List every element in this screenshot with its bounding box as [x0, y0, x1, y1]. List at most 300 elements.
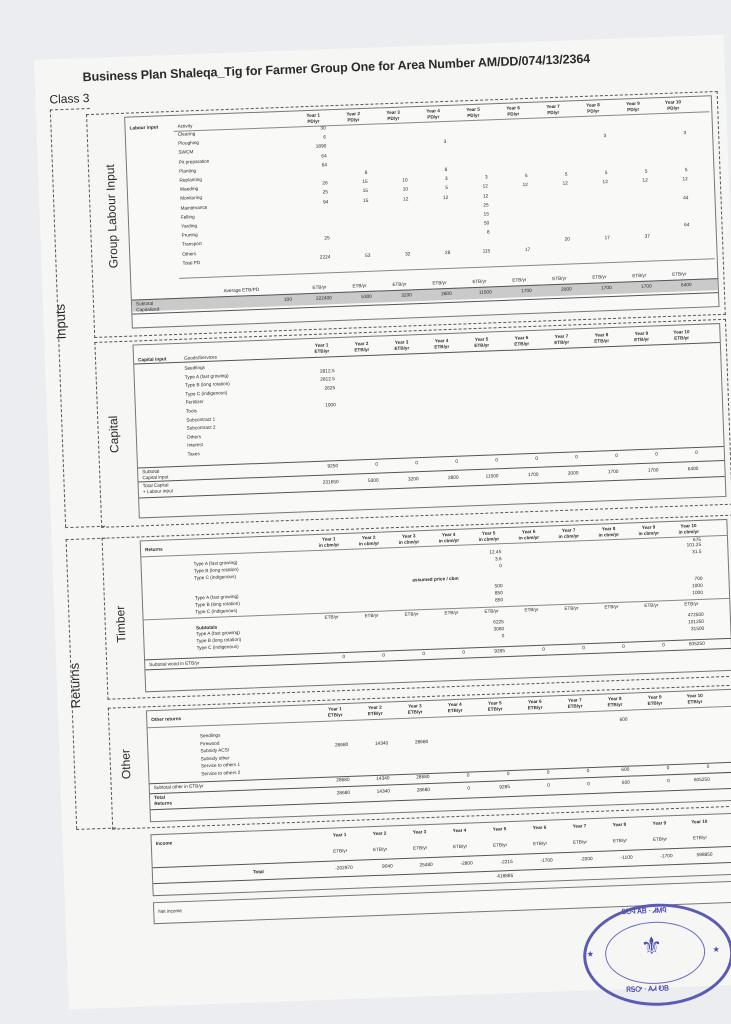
labour-subtotal-value-9: 1700: [640, 284, 652, 290]
capital-year-header-8: Year 8: [594, 332, 609, 338]
other-total-value-1: 28680: [336, 790, 351, 797]
other-subtotal-value-5: 0: [506, 772, 510, 778]
timber-year-header-10: Year 10: [680, 523, 697, 529]
labour-row8-value-4: 5: [445, 186, 449, 192]
document-title: Business Plan Shaleqa_Tig for Farmer Group One for Area Number AM/DD/074/13/2364: [82, 51, 591, 85]
labour-row-label: Others: [182, 250, 197, 257]
labour-unit-header-10: PD/yr: [667, 105, 680, 111]
income-unit-header-8: ETB/yr: [612, 837, 628, 844]
labour-table: [124, 95, 719, 328]
timber-etb-unit-8: ETB/yr: [604, 603, 619, 610]
labour-row9-value-1: 94: [322, 199, 329, 206]
income-total-value-10: 598850: [696, 852, 713, 859]
capital-row-label: Taxes: [187, 451, 200, 457]
other-total-value-7: 0: [587, 782, 591, 788]
other-year-header-6: Year 6: [527, 698, 542, 705]
capital-subtotal-value-10: 0: [695, 450, 698, 457]
capital-input-label: Capital input: [142, 474, 169, 481]
timber-unit-header-6: in cbm/yr: [518, 534, 540, 541]
labour-row10-value-5: 25: [483, 203, 489, 209]
labour-row6-value-2: 8: [364, 170, 368, 176]
other-row-label: Firewood: [200, 740, 220, 746]
income-unit-header-7: ETB/yr: [572, 839, 588, 845]
capital-unit-header-4: ETB/yr: [434, 343, 450, 350]
labour-row-label: Felling: [180, 214, 195, 220]
timber-wood-rule-bottom: [145, 648, 731, 670]
income-total-value-7: -2000: [580, 857, 593, 863]
labour-avg-unit-3: ETB/yr: [392, 281, 407, 288]
labour-row8-value-5: 12: [482, 184, 489, 191]
capital-row-label: Subcontract 2: [186, 424, 216, 431]
capital-row2-value-1: 2812.5: [319, 368, 335, 375]
labour-avg-unit-5: ETB/yr: [472, 278, 487, 285]
timber-unit-header-2: in cbm/yr: [358, 540, 380, 547]
labour-row8-value-7: 12: [562, 181, 569, 188]
other-year-header-7: Year 7: [567, 697, 582, 703]
labour-row-label: Monitoring: [180, 195, 203, 202]
labour-row3-value-1: 1890: [315, 144, 327, 151]
other-total-value-10: 605250: [693, 777, 710, 784]
capital-block-label: Capital: [106, 415, 122, 454]
income-year-header-6: Year 6: [532, 824, 547, 831]
labour-year-header-4: Year 4: [426, 108, 440, 114]
timber-etb-unit-6: ETB/yr: [524, 606, 539, 613]
timber-unit-header-1: in cbm/yr: [318, 542, 340, 548]
capital-year-header-9: Year 9: [634, 330, 649, 337]
labour-subtotal-value-7: 2000: [561, 287, 572, 293]
income-total-value-1: -202970: [335, 865, 353, 872]
timber-yield-label: Type B (long rotation): [193, 566, 239, 574]
labour-subtotal-value-10: 6400: [680, 283, 692, 289]
other-subtotal-value-10: 0: [706, 764, 710, 770]
capital-subtotal-value-7: 0: [575, 455, 579, 461]
income-unit-header-6: ETB/yr: [532, 840, 548, 847]
capital-row-label: Interest: [187, 442, 203, 449]
income-total-value-6: -1700: [540, 858, 553, 864]
timber-unit-header-5: in cbm/yr: [478, 536, 500, 543]
capital-total-value-5: 11500: [485, 474, 499, 480]
other-row-label: Service to others 2: [201, 769, 241, 777]
other-row-label: Service to others 1: [200, 762, 241, 769]
capital-subtotal-value-1: 9250: [327, 464, 339, 470]
income-year-header-3: Year 3: [412, 829, 427, 835]
capital-subtotal-value-6: 0: [535, 456, 539, 462]
returns-bracket-bottom: [76, 828, 116, 830]
labour-subtotal-value-8: 1700: [601, 285, 612, 292]
timber-yield-y10: 101.25: [686, 542, 702, 549]
other-subtotal-value-7: 0: [586, 769, 590, 775]
labour-row-label: Planting: [179, 167, 197, 174]
capital-row-label: Type B (long rotation): [184, 381, 230, 388]
labour-row8-value-2: 15: [362, 189, 369, 195]
other-corner-label: Other returns: [151, 716, 182, 723]
labour-row8-value-8: 12: [602, 180, 608, 186]
other-subtotal-value-8: 600: [621, 767, 630, 773]
labour-avg-unit-1: ETB/yr: [312, 284, 327, 290]
timber-price-y5: 850: [494, 591, 503, 597]
labour-corner-label: Labour input: [129, 124, 159, 131]
labour-row13-value-1: 25: [324, 236, 330, 242]
labour-block-label: Group Labour Input: [102, 164, 121, 269]
labour-avg-value: 100: [283, 297, 293, 304]
timber-year-header-4: Year 4: [441, 531, 456, 538]
capital-year-header-3: Year 3: [394, 339, 409, 345]
timber-unit-header-10: in cbm/yr: [678, 528, 700, 535]
income-label: Income: [155, 840, 173, 847]
capital-total-value-4: 2800: [447, 475, 459, 482]
labour-row8-value-10: 12: [682, 177, 688, 183]
net-income-label: Net income: [158, 908, 183, 915]
labour-year-header-6: Year 6: [506, 105, 520, 111]
capital-total-value-2: 5300: [367, 478, 379, 485]
timber-yield-y5: 0: [499, 564, 502, 570]
income-total-value-5: -2215: [500, 859, 513, 866]
other-year-header-8: Year 8: [607, 695, 622, 702]
timber-year-header-1: Year 1: [321, 536, 336, 542]
capital-subtotal-value-2: 0: [375, 462, 379, 468]
labour-row14-value-7: 20: [564, 237, 571, 243]
capital-year-header-7: Year 7: [554, 333, 569, 340]
capital-row6-value-1: 1000: [325, 403, 336, 409]
inputs-side-label: Inputs: [52, 303, 69, 340]
other-unit-header-7: ETB/yr: [567, 703, 583, 709]
labour-subtotal-value-2: 5300: [361, 294, 373, 301]
capital-total-value-6: 1700: [527, 472, 539, 479]
other-row3-value-3: 28680: [414, 740, 429, 746]
timber-year-header-7: Year 7: [561, 527, 576, 533]
income-unit-header-9: ETB/yr: [652, 836, 668, 842]
timber-unit-header-8: in cbm/yr: [598, 531, 620, 538]
capital-total-label2: + Labour input: [142, 488, 174, 495]
stamp-star-right: ★: [712, 946, 720, 954]
timber-etb-unit-9: ETB/yr: [644, 602, 659, 608]
stamp-script-top: ᏚᎧᎸ ᎪᏴ · ᏗᎷᏄ: [621, 907, 667, 917]
stamp-script-bottom: ᏒᎦᎤ · ᎪᏗ ᎧᏴ: [626, 985, 670, 994]
other-year-header-5: Year 5: [488, 700, 502, 706]
labour-grid: [125, 96, 711, 313]
timber-yield-y5: 12.45: [489, 550, 502, 556]
labour-row15-value-1: 2224: [319, 255, 331, 261]
labour-year-header-7: Year 7: [546, 103, 560, 110]
timber-subtotal-row-label: Type B (long rotation): [196, 636, 242, 644]
labour-avg-unit-10: ETB/yr: [672, 271, 687, 277]
labour-subtotal-value-4: 2800: [441, 291, 452, 298]
capital-unit-header-3: ETB/yr: [394, 345, 410, 351]
labour-row7-value-2: 15: [362, 180, 368, 186]
timber-etb-unit-3: ETB/yr: [404, 611, 419, 617]
labour-row-label: Replanting: [179, 176, 203, 183]
capital-subtotal-value-3: 0: [415, 461, 419, 467]
labour-row9-value-4: 12: [442, 195, 449, 201]
labour-avg-unit-4: ETB/yr: [432, 280, 447, 286]
returns-side-label: Returns: [66, 662, 84, 709]
capital-unit-header-7: ETB/yr: [554, 339, 570, 346]
other-table: [146, 689, 731, 822]
income-unit-header-1: ETB/yr: [333, 848, 348, 854]
labour-row3-value-4: 3: [443, 140, 447, 146]
document-sheet: [34, 35, 731, 1010]
other-unit-header-10: ETB/yr: [687, 698, 703, 705]
capital-row-label: Fertilizer: [185, 399, 204, 406]
labour-row7-value-1: 26: [322, 181, 328, 187]
timber-wood-value-10: 605250: [688, 641, 705, 648]
timber-yield-label: Type C (indigenous): [193, 573, 237, 581]
other-total-value-5: 9285: [499, 785, 511, 791]
capital-unit-header-8: ETB/yr: [594, 338, 610, 344]
labour-row5-value-1: 64: [321, 163, 328, 169]
capital-subtotal-value-4: 0: [455, 459, 459, 465]
timber-wood-value-7: 0: [582, 646, 586, 652]
timber-year-header-8: Year 8: [601, 526, 616, 532]
timber-unit-header-7: in cbm/yr: [558, 533, 580, 540]
other-subtotal-value-3: 28680: [416, 774, 430, 781]
labour-row7-value-5: 3: [484, 175, 488, 181]
other-row-label: Subsidy other: [200, 755, 230, 762]
labour-row3-value-8: 3: [603, 134, 607, 140]
labour-row8-value-6: 12: [522, 183, 529, 189]
capital-row-label: Subcontract 1: [186, 416, 216, 423]
capital-year-header-4: Year 4: [434, 338, 449, 344]
capital-row4-value-1: 2625: [324, 385, 336, 392]
timber-price-row-label: Type A (fast growing): [194, 593, 239, 601]
labour-capitalized-label: Capitalized: [136, 306, 160, 313]
timber-price-row-label: Type B (long rotation): [194, 600, 240, 608]
capital-row3-value-1: 2812.5: [320, 377, 336, 383]
timber-year-header-9: Year 9: [641, 524, 656, 531]
labour-unit-header-4: PD/yr: [427, 114, 440, 120]
net-income-value: 418885: [497, 873, 514, 880]
labour-row10-value-10: 44: [683, 195, 689, 202]
labour-row6-value-4: 8: [444, 167, 448, 174]
other-row3-value-1: 28680: [334, 743, 349, 749]
labour-year-header-8: Year 8: [586, 102, 600, 108]
labour-row8-value-9: 12: [642, 178, 648, 185]
capital-total-label: Total Capital: [142, 482, 169, 489]
timber-subtotal-row-label: Type A (fast growing): [196, 629, 240, 637]
other-total-value-3: 28680: [416, 787, 431, 794]
other-subtotal-value-6: 0: [546, 770, 550, 776]
other-year-header-9: Year 9: [647, 694, 662, 700]
other-total-label: Total: [154, 794, 166, 801]
timber-subtotal-y10: 31500: [690, 626, 705, 633]
timber-price-y10: 1000: [692, 590, 704, 597]
other-total-value-8: 600: [621, 780, 630, 786]
timber-price-y5: 500: [494, 584, 503, 590]
timber-wood-value-8: 0: [622, 644, 626, 650]
capital-year-header-10: Year 10: [673, 329, 690, 335]
timber-wood-value-4: 0: [462, 650, 466, 656]
labour-row14-value-8: 17: [604, 235, 611, 241]
other-total-value-4: 0: [467, 786, 471, 792]
capital-goods-header: Goods/Services: [183, 354, 218, 361]
other-year-header-3: Year 3: [408, 703, 422, 709]
other-subtotal-value-4: 0: [466, 773, 470, 779]
labour-row2-value-1: 6: [323, 135, 327, 141]
timber-subtotal-y5: 0: [501, 634, 505, 640]
capital-row-label: Others: [186, 433, 202, 440]
timber-y10-top: 675: [692, 537, 702, 544]
capital-total-value-1: 231650: [322, 480, 339, 486]
labour-row-label: SWCM: [178, 149, 194, 156]
other-unit-header-6: ETB/yr: [527, 704, 543, 711]
timber-wood-value-9: 0: [662, 643, 665, 649]
labour-row14-value-9: 37: [644, 234, 650, 240]
capital-total-value-8: 1700: [607, 469, 619, 476]
capital-year-header-1: Year 1: [314, 342, 329, 348]
income-year-header-5: Year 5: [492, 826, 507, 832]
labour-row7-value-10: 5: [684, 168, 688, 174]
timber-price-y10: 1000: [691, 583, 703, 590]
income-total-value-3: 25480: [419, 862, 433, 869]
capital-unit-header-5: ETB/yr: [474, 342, 490, 349]
labour-row7-value-8: 5: [604, 171, 608, 177]
income-total-label: Total: [252, 869, 264, 875]
income-total-value-8: -1100: [620, 855, 633, 862]
timber-subtotal-y10: 101250: [687, 619, 705, 626]
labour-subtotal-value-3: 3200: [401, 293, 412, 299]
labour-row3-value-10: 3: [683, 131, 687, 137]
capital-total-value-10: 6400: [687, 466, 699, 473]
capital-unit-header-9: ETB/yr: [634, 336, 650, 343]
income-unit-header-3: ETB/yr: [413, 845, 428, 851]
labour-avg-unit-6: ETB/yr: [512, 277, 527, 283]
other-total-value-2: 14340: [376, 789, 391, 795]
labour-row13-value-10: 64: [684, 223, 690, 229]
timber-year-header-5: Year 5: [481, 530, 496, 536]
timber-price-y5: 850: [495, 598, 504, 604]
other-total-value-6: 0: [547, 783, 551, 789]
income-unit-header-2: ETB/yr: [373, 846, 388, 853]
timber-wood-value-2: 0: [382, 653, 386, 659]
timber-wood-value-6: 0: [542, 647, 546, 653]
timber-etb-unit-2: ETB/yr: [364, 612, 379, 619]
labour-row-label: Weeding: [179, 186, 199, 192]
timber-unit-header-4: in cbm/yr: [438, 537, 460, 544]
labour-unit-header-2: PD/yr: [347, 117, 360, 123]
other-year-header-2: Year 2: [368, 704, 382, 711]
other-row3-value-2: 14340: [374, 741, 389, 748]
other-subtotal-value-9: 0: [666, 766, 670, 772]
labour-avg-label: Average ETB/PD: [223, 286, 260, 294]
labour-row9-value-3: 12: [402, 196, 409, 203]
income-unit-header-10: ETB/yr: [692, 834, 708, 841]
timber-price-y10: 700: [694, 576, 703, 583]
income-unit-header-4: ETB/yr: [452, 843, 468, 850]
other-subtotal-label: Subtotal other in ETB/yr: [153, 783, 204, 791]
labour-row7-value-9: 5: [644, 169, 648, 175]
labour-row-label: Maintenance: [180, 204, 208, 211]
other-unit-header-4: ETB/yr: [447, 707, 463, 714]
labour-unit-header-7: PD/yr: [547, 109, 560, 116]
labour-row15-value-4: 28: [444, 250, 451, 256]
labour-row8-value-1: 25: [322, 190, 329, 196]
capital-unit-header-1: ETB/yr: [314, 348, 330, 354]
labour-unit-header-8: PD/yr: [587, 108, 600, 114]
capital-year-header-6: Year 6: [514, 335, 529, 341]
capital-row-label: Type A (fast growing): [184, 372, 229, 380]
labour-row15-value-3: 32: [404, 252, 411, 258]
income-year-header-7: Year 7: [572, 823, 587, 829]
income-year-header-1: Year 1: [332, 832, 347, 838]
timber-year-header-3: Year 3: [401, 533, 416, 539]
timber-block-label: Timber: [113, 605, 129, 643]
capital-bottom-rule: [139, 476, 725, 498]
labour-year-header-2: Year 2: [346, 111, 361, 117]
labour-row-label: Pit preparation: [178, 158, 210, 165]
labour-year-header-3: Year 3: [386, 109, 401, 116]
labour-avg-unit-7: ETB/yr: [552, 275, 567, 282]
capital-total-value-7: 2000: [567, 471, 579, 477]
other-subtotal-value-2: 14340: [376, 776, 390, 782]
labour-row15-value-2: 53: [364, 253, 371, 259]
labour-row8-value-3: 10: [402, 187, 409, 193]
timber-table: [140, 519, 731, 692]
timber-unit-header-3: in cbm/yr: [398, 539, 420, 545]
timber-subtotal-row-label: Type C (indigenous): [196, 643, 239, 651]
income-year-header-9: Year 9: [652, 820, 667, 826]
labour-row9-value-2: 15: [362, 198, 369, 204]
timber-etb-unit-4: ETB/yr: [444, 609, 459, 616]
capital-table: [132, 323, 726, 518]
labour-row7-value-3: 10: [402, 178, 408, 184]
capital-total-value-3: 3200: [407, 477, 419, 483]
timber-subtotal-y10: 472500: [687, 612, 704, 619]
timber-corner-label: Returns: [144, 546, 163, 553]
labour-row15-value-6: 17: [524, 247, 531, 253]
labour-row7-value-6: 5: [524, 174, 528, 180]
timber-year-header-6: Year 6: [521, 528, 536, 535]
labour-row-label: Clearing: [177, 131, 196, 137]
capital-unit-header-10: ETB/yr: [674, 335, 690, 341]
timber-subtotal-y5: 3060: [493, 627, 505, 633]
labour-avg-unit-8: ETB/yr: [592, 274, 607, 280]
other-unit-header-2: ETB/yr: [367, 710, 383, 717]
labour-year-header-5: Year 5: [466, 106, 480, 113]
other-total-label2: Returns: [154, 800, 173, 807]
labour-subtotal-value-6: 1700: [521, 288, 532, 295]
income-total-value-9: -1700: [660, 854, 673, 860]
returns-bracket-top: [66, 538, 106, 540]
labour-subtotal-value-1: 222400: [315, 296, 333, 302]
other-year-header-4: Year 4: [448, 701, 462, 708]
timber-subtotals-label: Subtotals: [195, 624, 218, 631]
inputs-bracket-top: [50, 108, 90, 110]
capital-subtotal-value-8: 0: [615, 453, 619, 459]
capital-unit-header-2: ETB/yr: [354, 346, 370, 353]
timber-subtotal-y5: 6225: [493, 620, 505, 626]
labour-unit-header-5: PD/yr: [467, 112, 480, 119]
timber-wood-value-1: 0: [342, 655, 346, 661]
labour-unit-header-6: PD/yr: [507, 111, 520, 117]
income-year-header-2: Year 2: [372, 830, 387, 837]
timber-subtotal-wood-label: Subtotal wood in ETB/yr: [149, 660, 200, 668]
official-stamp: [581, 901, 731, 1008]
labour-row4-value-1: 64: [321, 153, 327, 160]
capital-subtotal-value-9: 0: [655, 452, 658, 458]
other-unit-header-9: ETB/yr: [647, 700, 663, 706]
labour-year-header-10: Year 10: [664, 99, 682, 105]
income-total-value-2: 9040: [382, 864, 393, 870]
income-total-value-4: -2800: [460, 861, 473, 867]
capital-row-label: Seedlings: [184, 364, 206, 371]
labour-subtotal-label: Subtotal: [135, 300, 154, 307]
timber-etb-unit-7: ETB/yr: [564, 605, 579, 611]
income-year-header-4: Year 4: [452, 827, 467, 834]
timber-unit-header-9: in cbm/yr: [638, 530, 660, 537]
capital-subtotal-value-5: 0: [495, 458, 499, 464]
labour-row1-value-1: 30: [320, 126, 326, 132]
timber-etb-unit-1: ETB/yr: [324, 614, 339, 620]
